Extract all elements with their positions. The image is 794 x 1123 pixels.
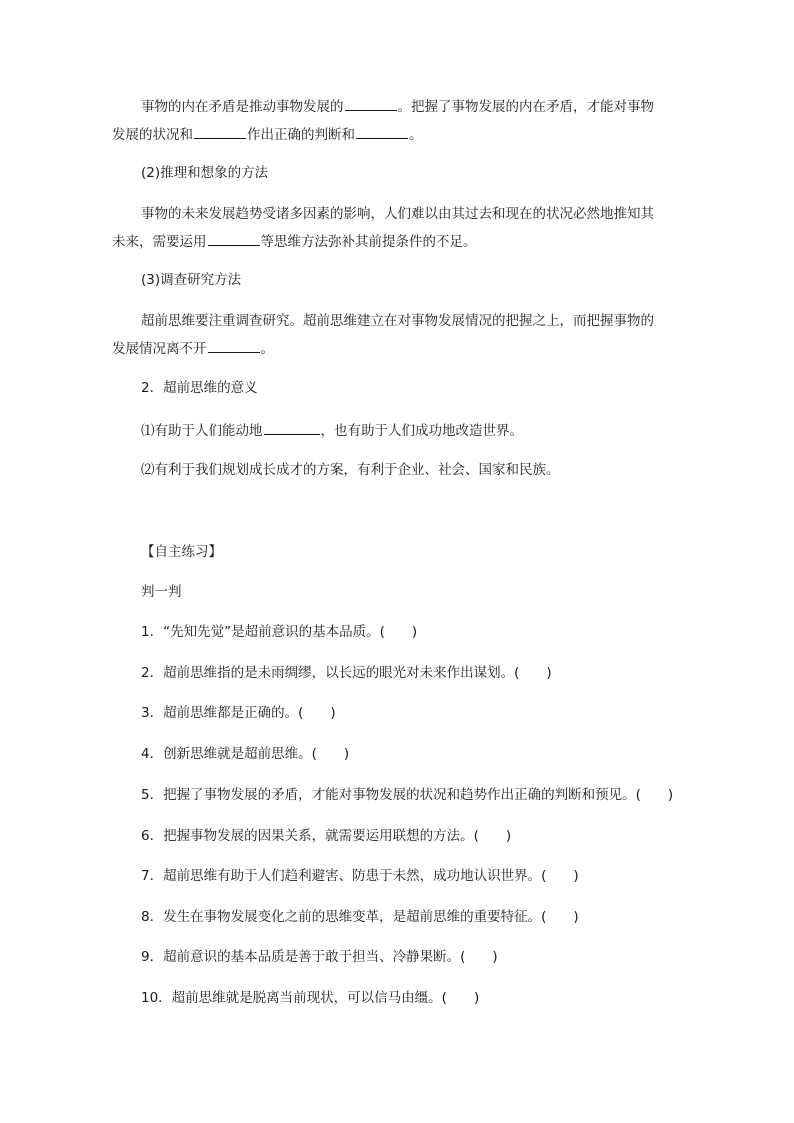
fill-blank[interactable] bbox=[264, 420, 320, 435]
paragraph-line bbox=[112, 124, 423, 145]
section-heading: (3)调查研究方法 bbox=[141, 272, 242, 288]
text-segment: 等思维方法弥补其前提条件的不足。 bbox=[260, 234, 477, 250]
text-segment: 事物的内在矛盾是推动事物发展的 bbox=[141, 99, 344, 115]
text-segment: 。把握了事物发展的内在矛盾，才能对事物 bbox=[397, 99, 654, 115]
practice-title: 【自主练习】 bbox=[141, 544, 222, 560]
question-item[interactable]: 10．超前思维就是脱离当前现状，可以信马由缰。( ) bbox=[141, 990, 480, 1006]
fill-blank[interactable] bbox=[208, 338, 260, 353]
question-item[interactable]: 8．发生在事物发展变化之前的思维变革，是超前思维的重要特征。( ) bbox=[141, 909, 579, 925]
text-segment: 发展的状况和 bbox=[112, 127, 193, 143]
question-item[interactable]: 9．超前意识的基本品质是善于敢于担当、冷静果断。( ) bbox=[141, 949, 498, 965]
paragraph-line bbox=[112, 338, 274, 359]
paragraph-line: 超前思维要注重调查研究。超前思维建立在对事物发展情况的把握之上，而把握事物的 bbox=[141, 313, 654, 329]
section-title: 2．超前思维的意义 bbox=[141, 380, 258, 396]
paragraph-line bbox=[141, 96, 654, 117]
meaning-item: ⑵有利于我们规划成长成才的方案，有利于企业、社会、国家和民族。 bbox=[141, 462, 560, 478]
question-item[interactable]: 4．创新思维就是超前思维。( ) bbox=[141, 746, 350, 762]
fill-blank[interactable] bbox=[356, 124, 408, 139]
paragraph-line bbox=[112, 231, 477, 252]
judge-title: 判一判 bbox=[141, 584, 182, 600]
fill-blank[interactable] bbox=[194, 124, 246, 139]
question-item[interactable]: 1．“先知先觉”是超前意识的基本品质。( ) bbox=[141, 624, 418, 640]
meaning-item bbox=[141, 420, 523, 441]
text-segment: ，也有助于人们成功地改造世界。 bbox=[320, 423, 523, 439]
text-segment: 。 bbox=[260, 341, 274, 357]
question-item[interactable]: 3．超前思维都是正确的。( ) bbox=[141, 705, 336, 721]
question-item[interactable]: 7．超前思维有助于人们趋利避害、防患于未然，成功地认识世界。( ) bbox=[141, 868, 579, 884]
question-item[interactable]: 6．把握事物发展的因果关系，就需要运用联想的方法。( ) bbox=[141, 828, 512, 844]
fill-blank[interactable] bbox=[208, 231, 260, 246]
paragraph-line: 事物的未来发展趋势受诸多因素的影响，人们难以由其过去和现在的状况必然地推知其 bbox=[141, 206, 654, 222]
fill-blank[interactable] bbox=[345, 96, 397, 111]
text-segment: 作出正确的判断和 bbox=[247, 127, 355, 143]
question-item[interactable]: 5．把握了事物发展的矛盾，才能对事物发展的状况和趋势作出正确的判断和预见。( ) bbox=[141, 787, 674, 803]
text-segment: 发展情况离不开 bbox=[112, 341, 207, 357]
text-segment: 未来，需要运用 bbox=[112, 234, 207, 250]
question-item[interactable]: 2．超前思维指的是未雨绸缪，以长远的眼光对未来作出谋划。( ) bbox=[141, 665, 552, 681]
section-heading: (2)推理和想象的方法 bbox=[141, 165, 269, 181]
text-segment: ⑴有助于人们能动地 bbox=[141, 423, 263, 439]
text-segment: 。 bbox=[409, 127, 423, 143]
